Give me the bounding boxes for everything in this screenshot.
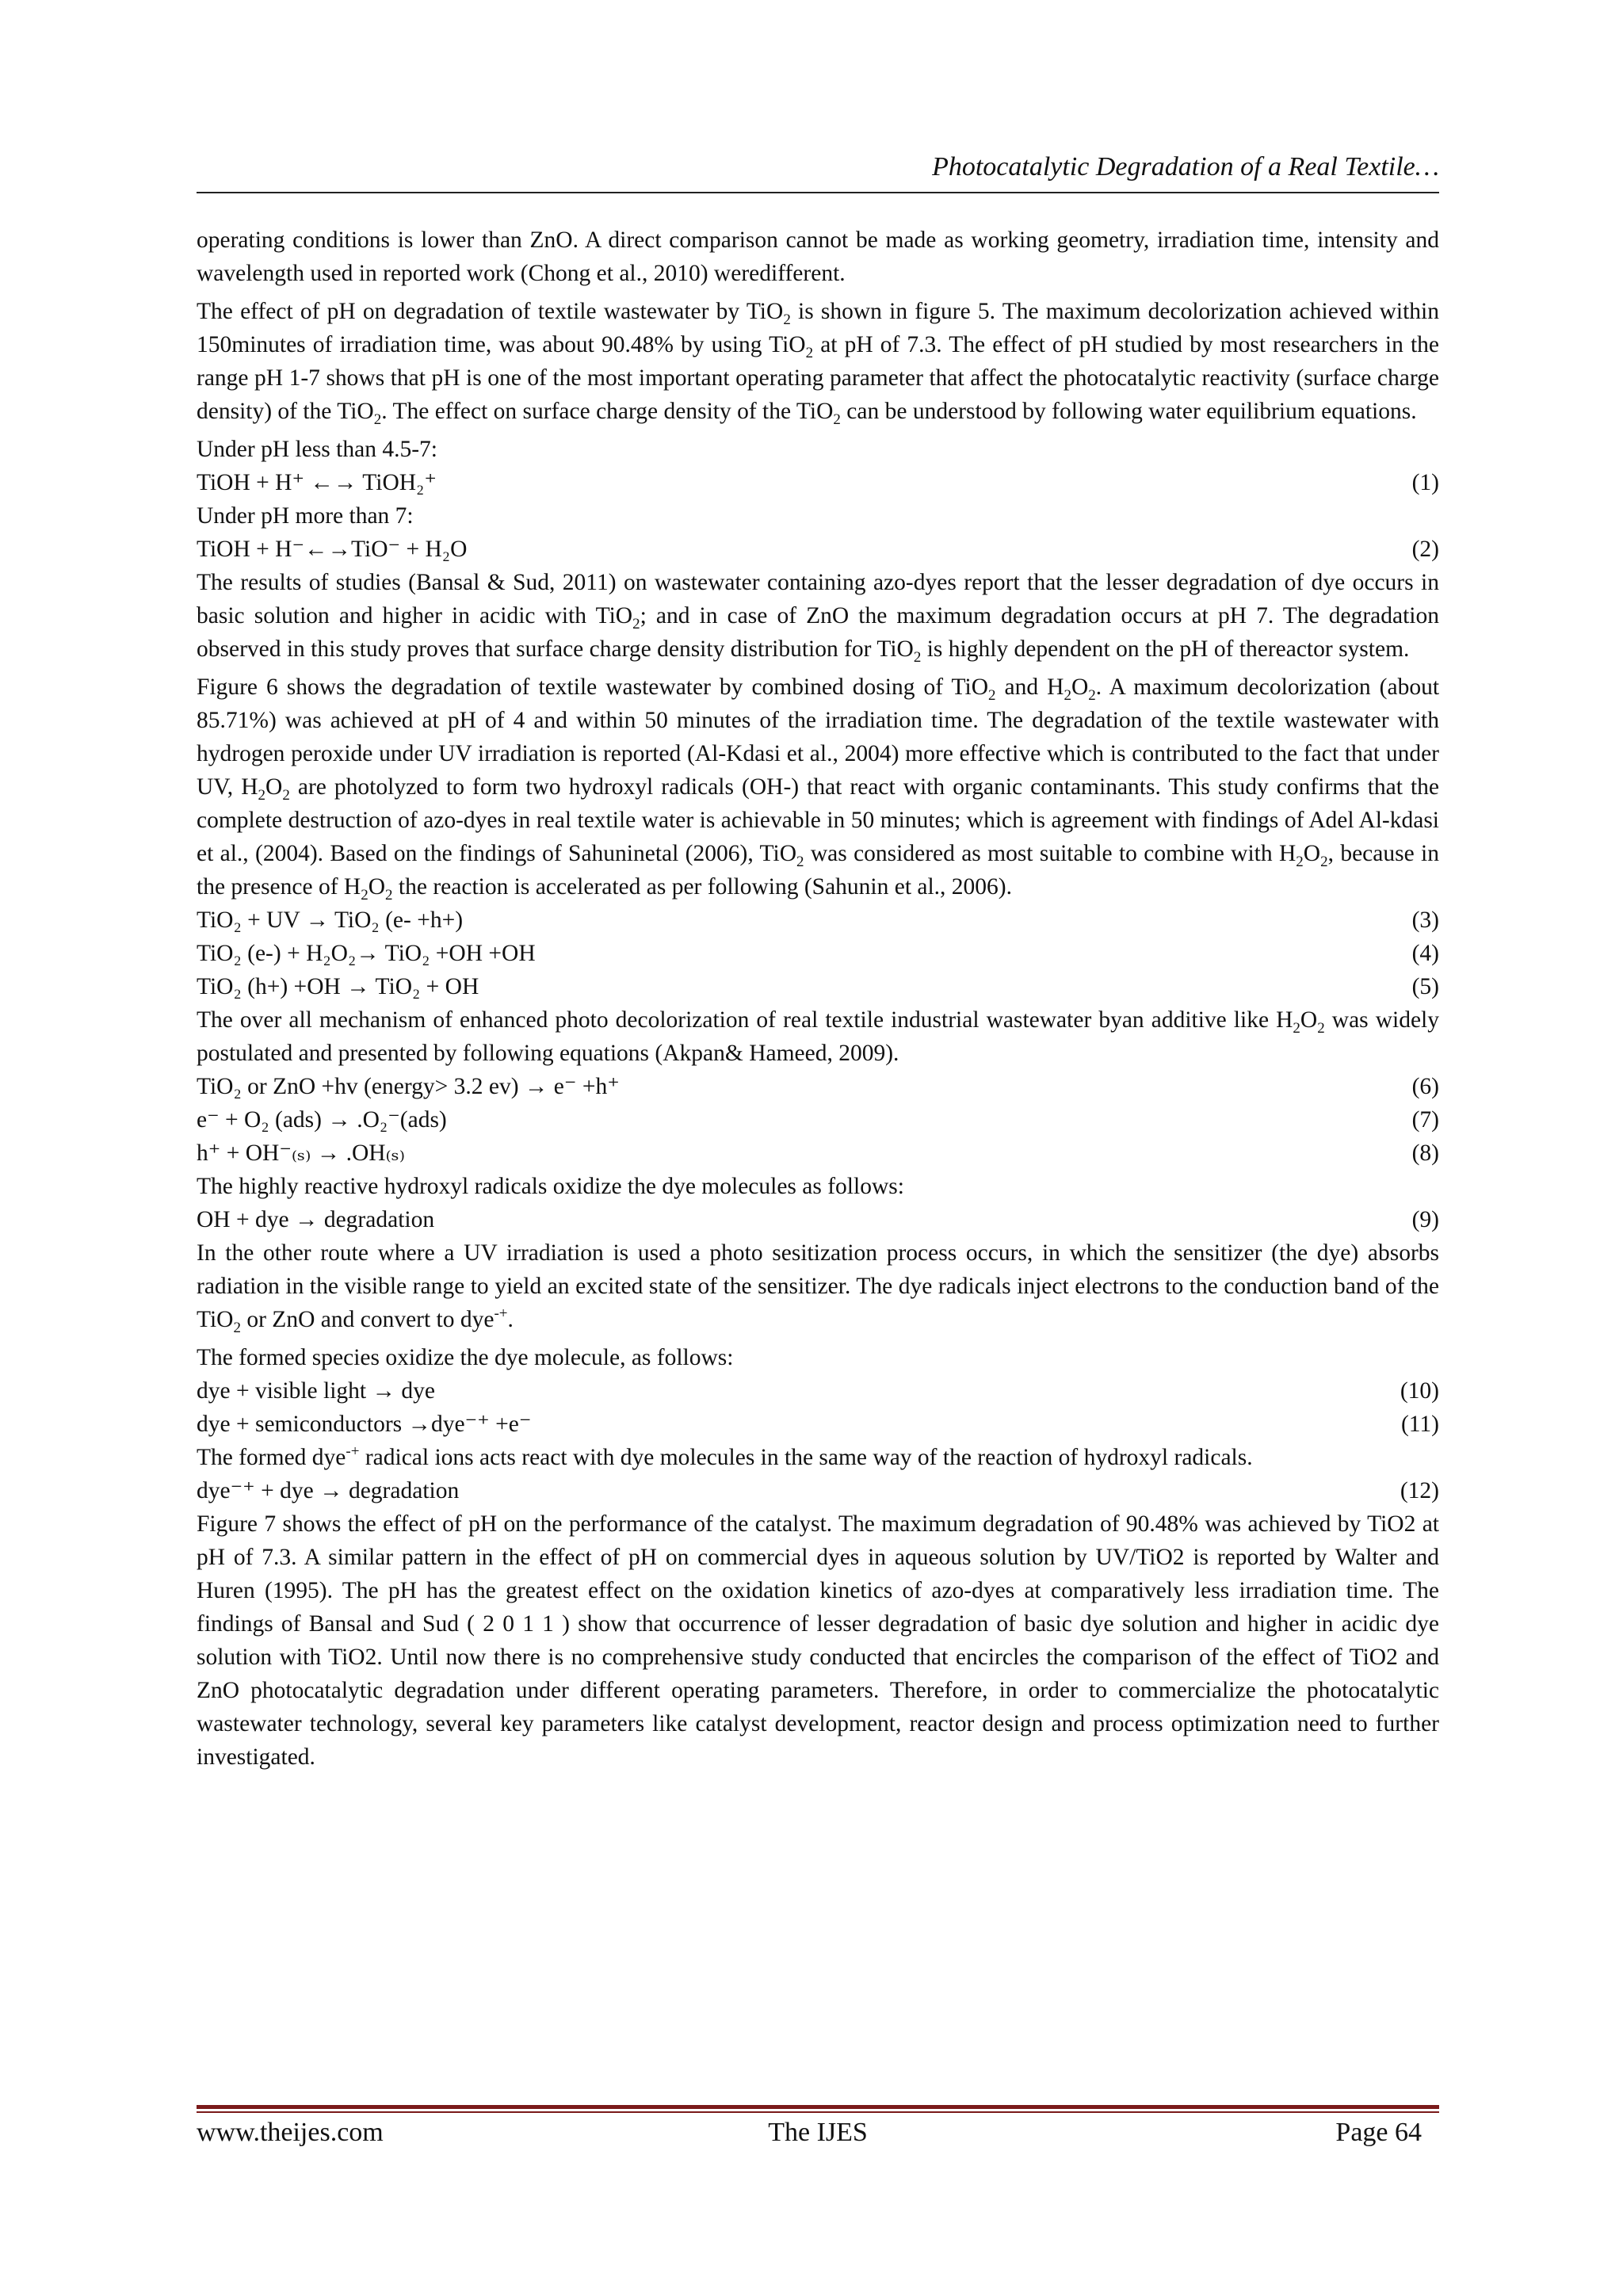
equation <box>197 1137 1439 1170</box>
equation <box>197 1408 1439 1441</box>
equation <box>197 904 1439 937</box>
equation-text: dye⁻⁺ + dye → degradation <box>197 1478 460 1503</box>
equation-text: TiO₂ (e-) + H₂O₂→ TiO₂ +OH +OH <box>197 941 536 966</box>
paragraph: The effect of pH on degradation of textile wastewater by TiO$_2$ is shown in figure 5. The maximum decolorization achieved within 150minutes of irradiation time, was about 90.48% by using TiO$_2$ at pH of 7.3. The effect of pH studied by most researchers in the range pH 1-7 shows that pH is one of the most important operating parameter that affect the photocatalytic reactivity (surface charge density) of the TiO$_2$. The effect on surface charge density of the TiO$_2$ can be understood by following water equilibrium equations. <box>197 299 1439 428</box>
equation-number: (1) <box>1411 470 1439 495</box>
equation <box>197 1203 1439 1236</box>
equation-text: dye + semiconductors →dye⁻⁺ +e⁻ <box>197 1412 532 1437</box>
equation-number: (10) <box>1400 1378 1439 1404</box>
paragraph: The over all mechanism of enhanced photo decolorization of real textile industrial wastewater byan additive like $H_2O_2$ was widely postulated and presented by following equations (Akpan& Hameed, 2009). <box>197 1007 1439 1066</box>
footer-rule <box>197 2111 1439 2113</box>
equation-number: (8) <box>1411 1140 1439 1166</box>
equation-number: (3) <box>1411 907 1439 933</box>
equation-text: TiOH + H⁺ ←→ TiOH₂⁺ <box>197 470 437 495</box>
equation-number: (4) <box>1411 941 1439 966</box>
equation <box>197 970 1439 1003</box>
paragraph: The results of studies (Bansal & Sud, 2011) on wastewater containing azo-dyes report that the lesser degradation of dye occurs in basic solution and higher in acidic with TiO$_2$; and in case of ZnO the maximum degradation occurs at pH 7. The degradation observed in this study proves that surface charge density distribution for TiO$_2$ is highly dependent on the pH of thereactor system. <box>197 570 1440 666</box>
paragraph: In the other route where a UV irradiation is used a photo sesitization process occurs, in which the sensitizer (the dye) absorbs radiation in the visible range to yield an excited state of the sensitizer. The dye radicals inject electrons to the conduction band of the TiO$_2$ or ZnO and convert to dye-+. <box>197 1240 1439 1336</box>
equation <box>197 1474 1439 1507</box>
paragraph: The highly reactive hydroxyl radicals oxidize the dye molecules as follows: <box>197 1174 904 1199</box>
equation-text: TiO₂ (h+) +OH → TiO₂ + OH <box>197 974 479 999</box>
equation-text: TiO₂ + UV → TiO₂ (e- +h+) <box>197 907 464 933</box>
paragraph: operating conditions is lower than ZnO. A direct comparison cannot be made as working geometry, irradiation time, intensity and wavelength used in reported work (Chong et al., 2010) weredifferent. <box>197 227 1439 286</box>
equation-text: e⁻ + O₂ (ads) → .O₂⁻(ads) <box>197 1107 447 1133</box>
paragraph: Figure 6 shows the degradation of textile wastewater by combined dosing of TiO$_2$ and $H_2O_2$. A maximum decolorization (about 85.71%) was achieved at pH of 4 and within 50 minutes of the irradiation time. The degradation of the textile wastewater with hydrogen peroxide under UV irradiation is reported (Al-Kdasi et al., 2004) more effective which is contributed to the fact that under UV, $H_2O_2$ are photolyzed to form two hydroxyl radicals (OH-) that react with organic contaminants. This study confirms that the complete destruction of azo-dyes in real textile water is achievable in 50 minutes; which is agreement with findings of Adel Al-kdasi et al., (2004). Based on the findings of Sahuninetal (2006), TiO$_2$ was considered as most suitable to combine with $H_2O_2$, because in the presence of $H_2O_2$ the reaction is accelerated as per following (Sahunin et al., 2006). <box>197 674 1440 904</box>
paragraph: Under pH less than 4.5-7: <box>197 437 437 462</box>
equation-number: (2) <box>1411 537 1439 562</box>
equation-number: (7) <box>1411 1107 1439 1133</box>
equation-text: dye + visible light → dye <box>197 1378 435 1404</box>
equation-text: TiO₂ or ZnO +hv (energy> 3.2 ev) → e⁻ +h⁺ <box>197 1074 620 1099</box>
equation <box>197 1103 1439 1137</box>
equation <box>197 1070 1439 1103</box>
equation-text: OH + dye → degradation <box>197 1207 435 1232</box>
equation-number: (6) <box>1411 1074 1439 1099</box>
equation <box>197 937 1439 970</box>
footer-website: www.theijes.com <box>197 2118 384 2147</box>
footer-rule <box>197 2105 1439 2109</box>
paragraph: Under pH more than 7: <box>197 503 414 529</box>
equation-text: TiOH + H⁻←→TiO⁻ + H₂O <box>197 537 468 562</box>
equation-number: (12) <box>1400 1478 1439 1503</box>
equation-number: (11) <box>1400 1412 1439 1437</box>
equation-number: (9) <box>1411 1207 1439 1232</box>
paragraph: The formed species oxidize the dye molecule, as follows: <box>197 1345 734 1370</box>
equation <box>197 466 1439 499</box>
body-text <box>197 223 1439 1774</box>
equation <box>197 1374 1439 1408</box>
paragraph: Figure 7 shows the effect of pH on the performance of the catalyst. The maximum degradation of 90.48% was achieved by TiO2 at pH of 7.3. A similar pattern in the effect of pH on commercial dyes in aqueous solution by UV/TiO2 is reported by Walter and Huren (1995). The pH has the greatest effect on the oxidation kinetics of azo-dyes at comparatively less irradiation time. The findings of Bansal and Sud ( 2 0 1 1 ) show that occurrence of lesser degradation of basic dye solution and higher in acidic dye solution with TiO2. Until now there is no comprehensive study conducted that encircles the comparison of the effect of TiO2 and ZnO photocatalytic degradation under different operating parameters. Therefore, in order to commercialize the photocatalytic wastewater technology, several key parameters like catalyst development, reactor design and process optimization need to further investigated. <box>197 1511 1439 1770</box>
footer-journal: The IJES <box>768 2118 868 2147</box>
running-header: Photocatalytic Degradation of a Real Textile… <box>932 152 1439 181</box>
equation-text: h⁺ + OH⁻₍ₛ₎ → .OH₍ₛ₎ <box>197 1140 405 1166</box>
equation <box>197 533 1439 566</box>
paragraph: The formed dye-+ radical ions acts react with dye molecules in the same way of the reaction of hydroxyl radicals. <box>197 1443 1253 1470</box>
footer-page-number: Page 64 <box>1335 2118 1422 2147</box>
header-rule <box>197 192 1439 193</box>
equation-number: (5) <box>1411 974 1439 999</box>
